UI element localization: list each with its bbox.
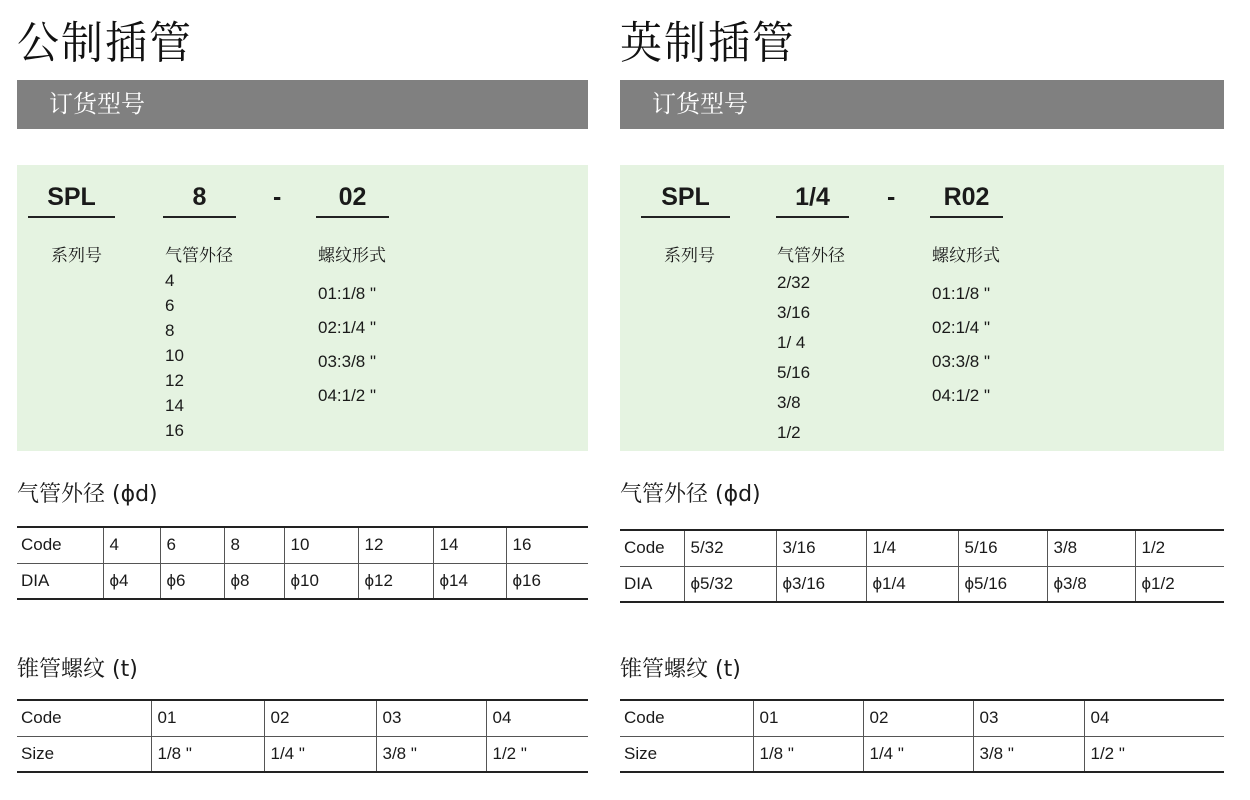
table-cell: 10 [284, 527, 358, 563]
order-code-box [620, 165, 1224, 451]
dia-option-list [165, 268, 184, 443]
dia-option: 4 [165, 271, 175, 290]
thread-table [17, 699, 588, 773]
thread-code: R02 [930, 183, 1003, 218]
table-row [620, 700, 1224, 736]
table-cell: 1/2 " [486, 736, 588, 772]
dia-option: 14 [165, 396, 184, 415]
table-cell: 1/8 " [151, 736, 264, 772]
page-title: 英制插管 [620, 16, 797, 69]
dia-code: 1/4 [776, 183, 849, 218]
table-cell: 3/16 [776, 530, 866, 566]
table-cell: ϕ1/4 [866, 566, 958, 602]
dia-table-title: 气管外径 (ϕd) [620, 482, 761, 507]
table-cell: ϕ10 [284, 563, 358, 599]
thread-option-list [318, 277, 376, 413]
dia-option: 6 [165, 296, 175, 315]
dia-option: 1/ 4 [777, 333, 806, 352]
table-cell: ϕ4 [103, 563, 160, 599]
table-row [17, 700, 588, 736]
table-cell: 1/4 [866, 530, 958, 566]
row-label: DIA [17, 563, 103, 599]
table-row [17, 736, 588, 772]
table-cell: ϕ6 [160, 563, 224, 599]
table-cell: ϕ14 [433, 563, 506, 599]
table-cell: 16 [506, 527, 588, 563]
series-code: SPL [28, 183, 115, 218]
row-label: Code [17, 700, 151, 736]
thread-option: 01:1/8 " [932, 284, 991, 303]
thread-option: 03:3/8 " [318, 352, 377, 371]
table-cell: 1/8 " [753, 736, 863, 772]
section-header: 订货型号 [620, 80, 1224, 129]
page-title: 公制插管 [17, 16, 194, 69]
code-separator: - [887, 183, 896, 211]
table-cell: ϕ5/16 [958, 566, 1047, 602]
series-label: 系列号 [664, 246, 715, 266]
section-header: 订货型号 [17, 80, 588, 129]
table-cell: 5/32 [684, 530, 776, 566]
table-cell: 02 [264, 700, 376, 736]
table-row [17, 563, 588, 599]
dia-option: 3/16 [777, 303, 811, 322]
table-cell: ϕ16 [506, 563, 588, 599]
thread-option: 04:1/2 " [932, 386, 991, 405]
row-label: Size [620, 736, 753, 772]
code-separator: - [273, 183, 282, 211]
dia-option: 10 [165, 346, 184, 365]
table-cell: 8 [224, 527, 284, 563]
table-cell: 03 [376, 700, 486, 736]
table-cell: 1/4 " [264, 736, 376, 772]
thread-table-title: 锥管螺纹 (t) [17, 657, 138, 682]
thread-option: 02:1/4 " [318, 318, 377, 337]
table-cell: ϕ5/32 [684, 566, 776, 602]
table-cell: 01 [753, 700, 863, 736]
table-cell: 6 [160, 527, 224, 563]
dia-table [620, 529, 1224, 603]
table-row [620, 736, 1224, 772]
table-cell: 01 [151, 700, 264, 736]
dia-option: 5/16 [777, 363, 811, 382]
dia-option: 1/2 [777, 423, 801, 442]
thread-table-title: 锥管螺纹 (t) [620, 657, 741, 682]
table-cell: 02 [863, 700, 973, 736]
table-cell: ϕ3/8 [1047, 566, 1135, 602]
dia-option: 2/32 [777, 273, 811, 292]
thread-table [620, 699, 1224, 773]
table-cell: 4 [103, 527, 160, 563]
thread-code: 02 [316, 183, 389, 218]
table-cell: 3/8 " [376, 736, 486, 772]
row-label: Size [17, 736, 151, 772]
table-cell: 5/16 [958, 530, 1047, 566]
dia-option-list [777, 268, 810, 448]
dia-code: 8 [163, 183, 236, 218]
table-cell: ϕ3/16 [776, 566, 866, 602]
thread-label: 螺纹形式 [318, 246, 386, 266]
dia-table [17, 526, 588, 600]
dia-label: 气管外径 [777, 246, 845, 266]
dia-option: 3/8 [777, 393, 801, 412]
thread-option: 01:1/8 " [318, 284, 377, 303]
row-label: Code [620, 700, 753, 736]
dia-label: 气管外径 [165, 246, 233, 266]
table-cell: 04 [486, 700, 588, 736]
table-cell: 3/8 [1047, 530, 1135, 566]
thread-option: 02:1/4 " [932, 318, 991, 337]
thread-option: 04:1/2 " [318, 386, 377, 405]
dia-option: 8 [165, 321, 175, 340]
table-row [17, 527, 588, 563]
order-code-box [17, 165, 588, 451]
thread-label: 螺纹形式 [932, 246, 1000, 266]
table-cell: 12 [358, 527, 433, 563]
table-cell: ϕ1/2 [1135, 566, 1224, 602]
table-cell: 1/4 " [863, 736, 973, 772]
row-label: DIA [620, 566, 684, 602]
table-cell: ϕ12 [358, 563, 433, 599]
dia-option: 12 [165, 371, 184, 390]
table-cell: 1/2 " [1084, 736, 1224, 772]
thread-option: 03:3/8 " [932, 352, 991, 371]
dia-table-title: 气管外径 (ϕd) [17, 482, 158, 507]
table-row [620, 566, 1224, 602]
table-cell: ϕ8 [224, 563, 284, 599]
thread-option-list [932, 277, 990, 413]
dia-option: 16 [165, 421, 184, 440]
table-row [620, 530, 1224, 566]
row-label: Code [620, 530, 684, 566]
series-code: SPL [641, 183, 730, 218]
table-cell: 03 [973, 700, 1084, 736]
table-cell: 14 [433, 527, 506, 563]
series-label: 系列号 [51, 246, 102, 266]
table-cell: 3/8 " [973, 736, 1084, 772]
table-cell: 04 [1084, 700, 1224, 736]
row-label: Code [17, 527, 103, 563]
table-cell: 1/2 [1135, 530, 1224, 566]
